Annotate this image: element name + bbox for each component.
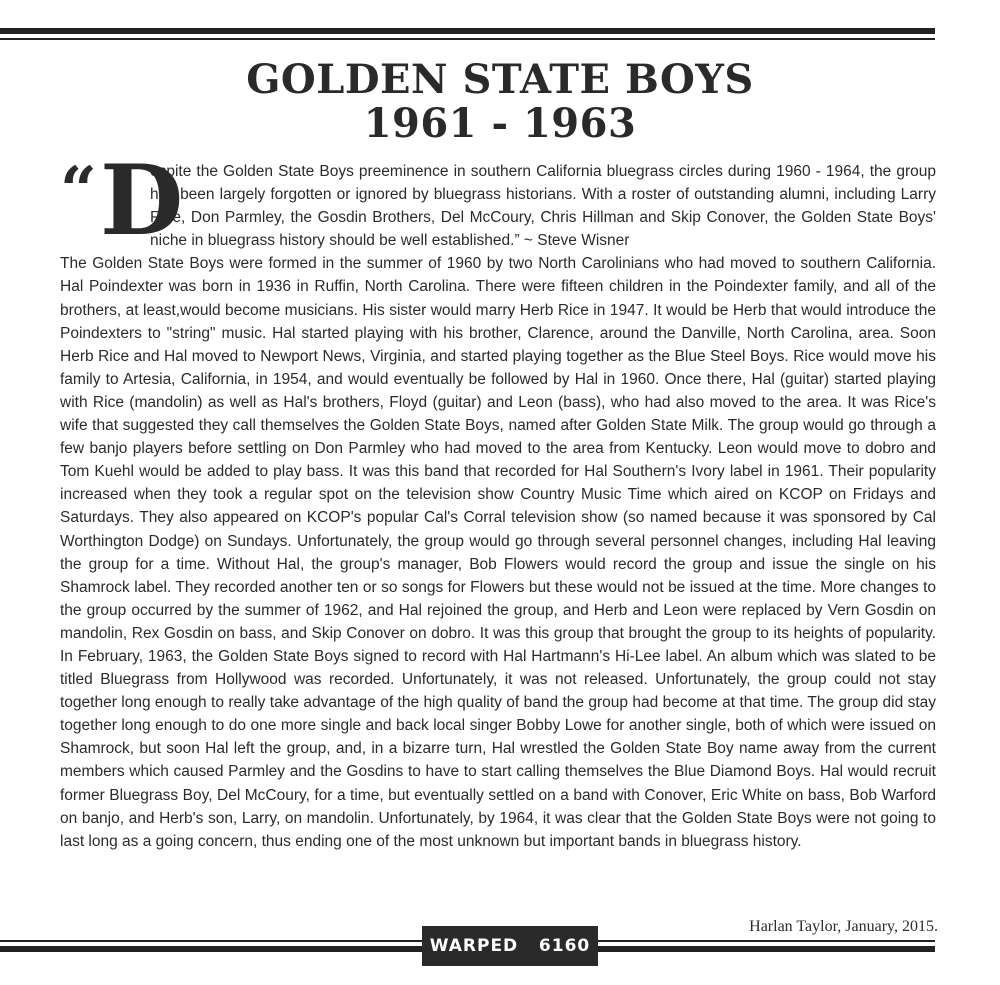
- page-subtitle-years: 1961 - 1963: [363, 100, 637, 147]
- top-rule-thick: [0, 28, 935, 34]
- page-title: GOLDEN STATE BOYS: [246, 56, 754, 103]
- article-body: [60, 144, 936, 853]
- article-paragraph: The Golden State Boys were formed in the summer of 1960 by two North Carolinians who had moved to southern California. Hal Poindexter was born in 1936 in Ruffin, North Carolina. There were fifteen children in the Poindexter family, and all of the brothers, at least,would become musicians. His sister would marry Herb Rice in 1947. It would be Herb that would introduce the Poindexters to "string" music. Hal started playing with his brother, Clarence, around the Danville, North Carolina, area. Soon Herb Rice and Hal moved to Newport News, Virginia, and started playing together as the Blue Steel Boys. Rice would move his family to Artesia, California, in 1954, and would eventually be followed by Hal in 1960. Once there, Hal (guitar) started playing with Rice (mandolin) as well as Hal's brothers, Floyd (guitar) and Leon (bass), who had also moved to the area. It was Rice's wife that suggested they call themselves the Golden State Boys, named after Golden State Milk. The group would go through a few banjo players before settling on Don Parmley who had moved to the area from Kentucky. Leon would move to dobro and Tom Kuehl would be added to play bass. It was this band that recorded for Hal Southern's Ivory label in 1961. Their popularity increased when they took a regular spot on the television show Country Music Time which aired on KCOP on Fridays and Saturdays. They also appeared on KCOP's popular Cal's Corral television show (so named because it was sponsored by Cal Worthington Dodge) on Sundays. Unfortunately, the group would go through several personnel changes, including Hal leaving the group for a time. Without Hal, the group's manager, Bob Flowers would record the group and issue the single on his Shamrock label. They recorded another ten or so songs for Flowers but these would not be issued at the time. More changes to the group occurred by the summer of 1962, and Hal rejoined the group, and Herb and Leon were replaced by Vern Gosdin on mandolin, Rex Gosdin on bass, and Skip Conover on dobro. It was this group that brought the group to its heights of popularity. In February, 1963, the Golden State Boys signed to record with Hal Hartmann's Hi-Lee label. An album which was slated to be titled Bluegrass from Hollywood was recorded. Unfortunately, it was not released. Unfortunately, the group could not stay together long enough to really take advantage of the high quality of band the group had become at that time. The group did stay together long enough to do one more single and back local singer Bobby Lowe for another single, both of which were issued on Shamrock, but soon Hal left the group, and, in a bizarre turn, Hal wrestled the Golden State Boy name away from the current members which caused Parmley and the Gosdins to have to start calling themselves the Blue Diamond Boys. Hal would recruit former Bluegrass Boy, Del McCoury, for a time, but eventually settled on a band with Conover, Eric White on bass, Bob Warford on banjo, and Herb's son, Larry, on mandolin. Unfortunately, by 1964, it was clear that the Golden State Boys were not going to last long as a going concern, thus ending one of the most unknown but important bands in bluegrass history.: [60, 255, 936, 850]
- author-credit: Harlan Taylor, January, 2015.: [749, 918, 938, 935]
- open-quote-mark: “: [60, 153, 97, 228]
- quote-text: espite the Golden State Boys preeminence in southern California bluegrass circles during 1960 - 1964, the group has been largely forgotten or ignored by bluegrass historians. With a roster of outstanding alumni, including Larry Rice, Don Parmley, the Gosdin Brothers, Del McCoury, Chris Hillman and Skip Conover, the Golden State Boys' niche in bluegrass history should be well established.” ~ Steve Wisner: [150, 163, 936, 250]
- top-rule-thin: [0, 38, 935, 40]
- catalog-number: WARPED 6160: [429, 936, 591, 956]
- catalog-badge: [422, 926, 598, 966]
- opening-quote: [60, 144, 936, 257]
- drop-cap: D: [100, 144, 184, 257]
